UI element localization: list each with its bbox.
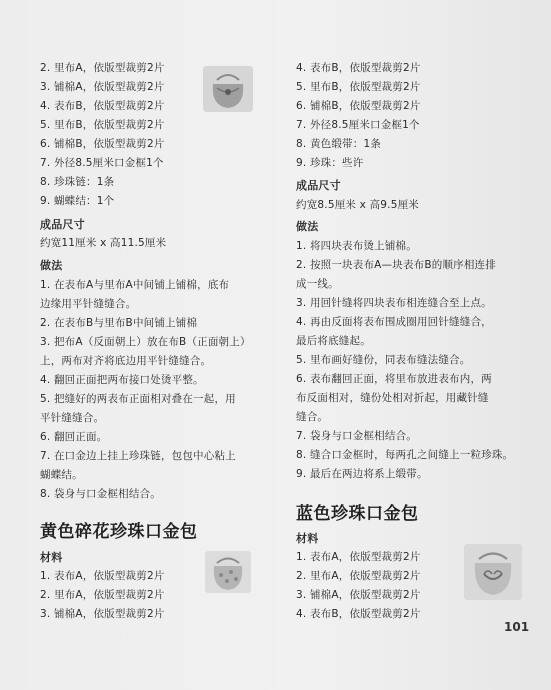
method-line: 6. 翻回正面。 [40,431,108,443]
material-item: 9. 蝴蝶结：1个 [40,195,115,207]
method-line: 1. 在表布A与里布A中间铺上铺棉，底布 [40,279,230,291]
section-title: 蓝色珍珠口金包 [296,504,419,524]
size-heading: 成品尺寸 [40,218,85,231]
method-line: 3. 把布A（反面朝上）放在布B（正面朝上） [40,336,251,348]
size-value: 约宽11厘米 x 高11.5厘米 [40,237,167,249]
method-line: 2. 在表布B与里布B中间铺上铺棉 [40,317,198,329]
material-item: 2. 里布A，依版型裁剪2片 [40,589,165,601]
method-line: 4. 再由反面将表布围成圈用回针缝缝合， [296,316,492,328]
material-item: 1. 表布A，依版型裁剪2片 [296,551,421,563]
material-item: 7. 外径8.5厘米口金框1个 [40,157,164,169]
method-line: 边缘用平针缝缝合。 [40,298,137,310]
method-heading: 做法 [296,220,319,233]
material-item: 2. 里布A，依版型裁剪2片 [40,62,165,74]
method-line: 缝合。 [296,411,329,423]
size-value: 约宽8.5厘米 x 高9.5厘米 [296,199,419,211]
method-line: 7. 袋身与口金框相结合。 [296,430,417,442]
method-line: 5. 把缝好的两表布正面相对叠在一起，用 [40,393,236,405]
method-line: 9. 最后在两边将系上缎带。 [296,468,428,480]
material-item: 1. 表布A，依版型裁剪2片 [40,570,165,582]
material-item: 5. 里布B，依版型裁剪2片 [40,119,165,131]
material-item: 4. 表布B，依版型裁剪2片 [296,608,421,620]
method-line: 最后将底缝起。 [296,335,371,347]
material-item: 8. 珍珠链：1条 [40,176,115,188]
method-line: 蝴蝶结。 [40,469,83,481]
page-number: 101 [504,620,530,634]
material-item: 7. 外径8.5厘米口金框1个 [296,119,420,131]
material-item: 3. 铺棉A，依版型裁剪2片 [296,589,421,601]
method-line: 7. 在口金边上挂上珍珠链，包包中心粘上 [40,450,236,462]
method-line: 4. 翻回正面把两布接口处烫平整。 [40,374,204,386]
blue-pearl-purse-photo [464,544,522,600]
materials-heading: 材料 [296,532,319,545]
material-item: 3. 铺棉A，依版型裁剪2片 [40,81,165,93]
method-line: 8. 袋身与口金框相结合。 [40,488,161,500]
material-item: 6. 铺棉B，依版型裁剪2片 [40,138,165,150]
method-line: 6. 表布翻回正面，将里布放进表布内，两 [296,373,492,385]
material-item: 3. 铺棉A，依版型裁剪2片 [40,608,165,620]
material-item: 6. 铺棉B，依版型裁剪2片 [296,100,421,112]
section-title: 黄色碎花珍珠口金包 [40,522,198,542]
material-item: 4. 表布B，依版型裁剪2片 [296,62,421,74]
method-heading: 做法 [40,259,63,272]
materials-heading: 材料 [40,551,63,564]
method-line: 平针缝缝合。 [40,412,105,424]
method-line: 3. 用回针缝将四块表布相连缝合至上点。 [296,297,492,309]
method-line: 8. 缝合口金框时，每两孔之间缝上一粒珍珠。 [296,449,514,461]
pearl-purse-photo [203,66,253,112]
method-line: 布反面相对，缝份处相对折起，用藏针缝 [296,392,489,404]
method-line: 上，两布对齐将底边用平针缝缝合。 [40,355,212,367]
material-item: 9. 珍珠：些许 [296,157,364,169]
size-heading: 成品尺寸 [296,179,341,192]
method-line: 2. 按照一块表布A—块表布B的顺序相连排 [296,259,496,271]
yellow-floral-purse-photo [205,551,251,593]
material-item: 5. 里布B，依版型裁剪2片 [296,81,421,93]
method-line: 1. 将四块表布烫上铺棉。 [296,240,417,252]
method-line: 5. 里布画好缝份，同表布缝法缝合。 [296,354,471,366]
material-item: 8. 黄色缎带：1条 [296,138,382,150]
method-line: 成一线。 [296,278,339,290]
material-item: 2. 里布A，依版型裁剪2片 [296,570,421,582]
material-item: 4. 表布B，依版型裁剪2片 [40,100,165,112]
